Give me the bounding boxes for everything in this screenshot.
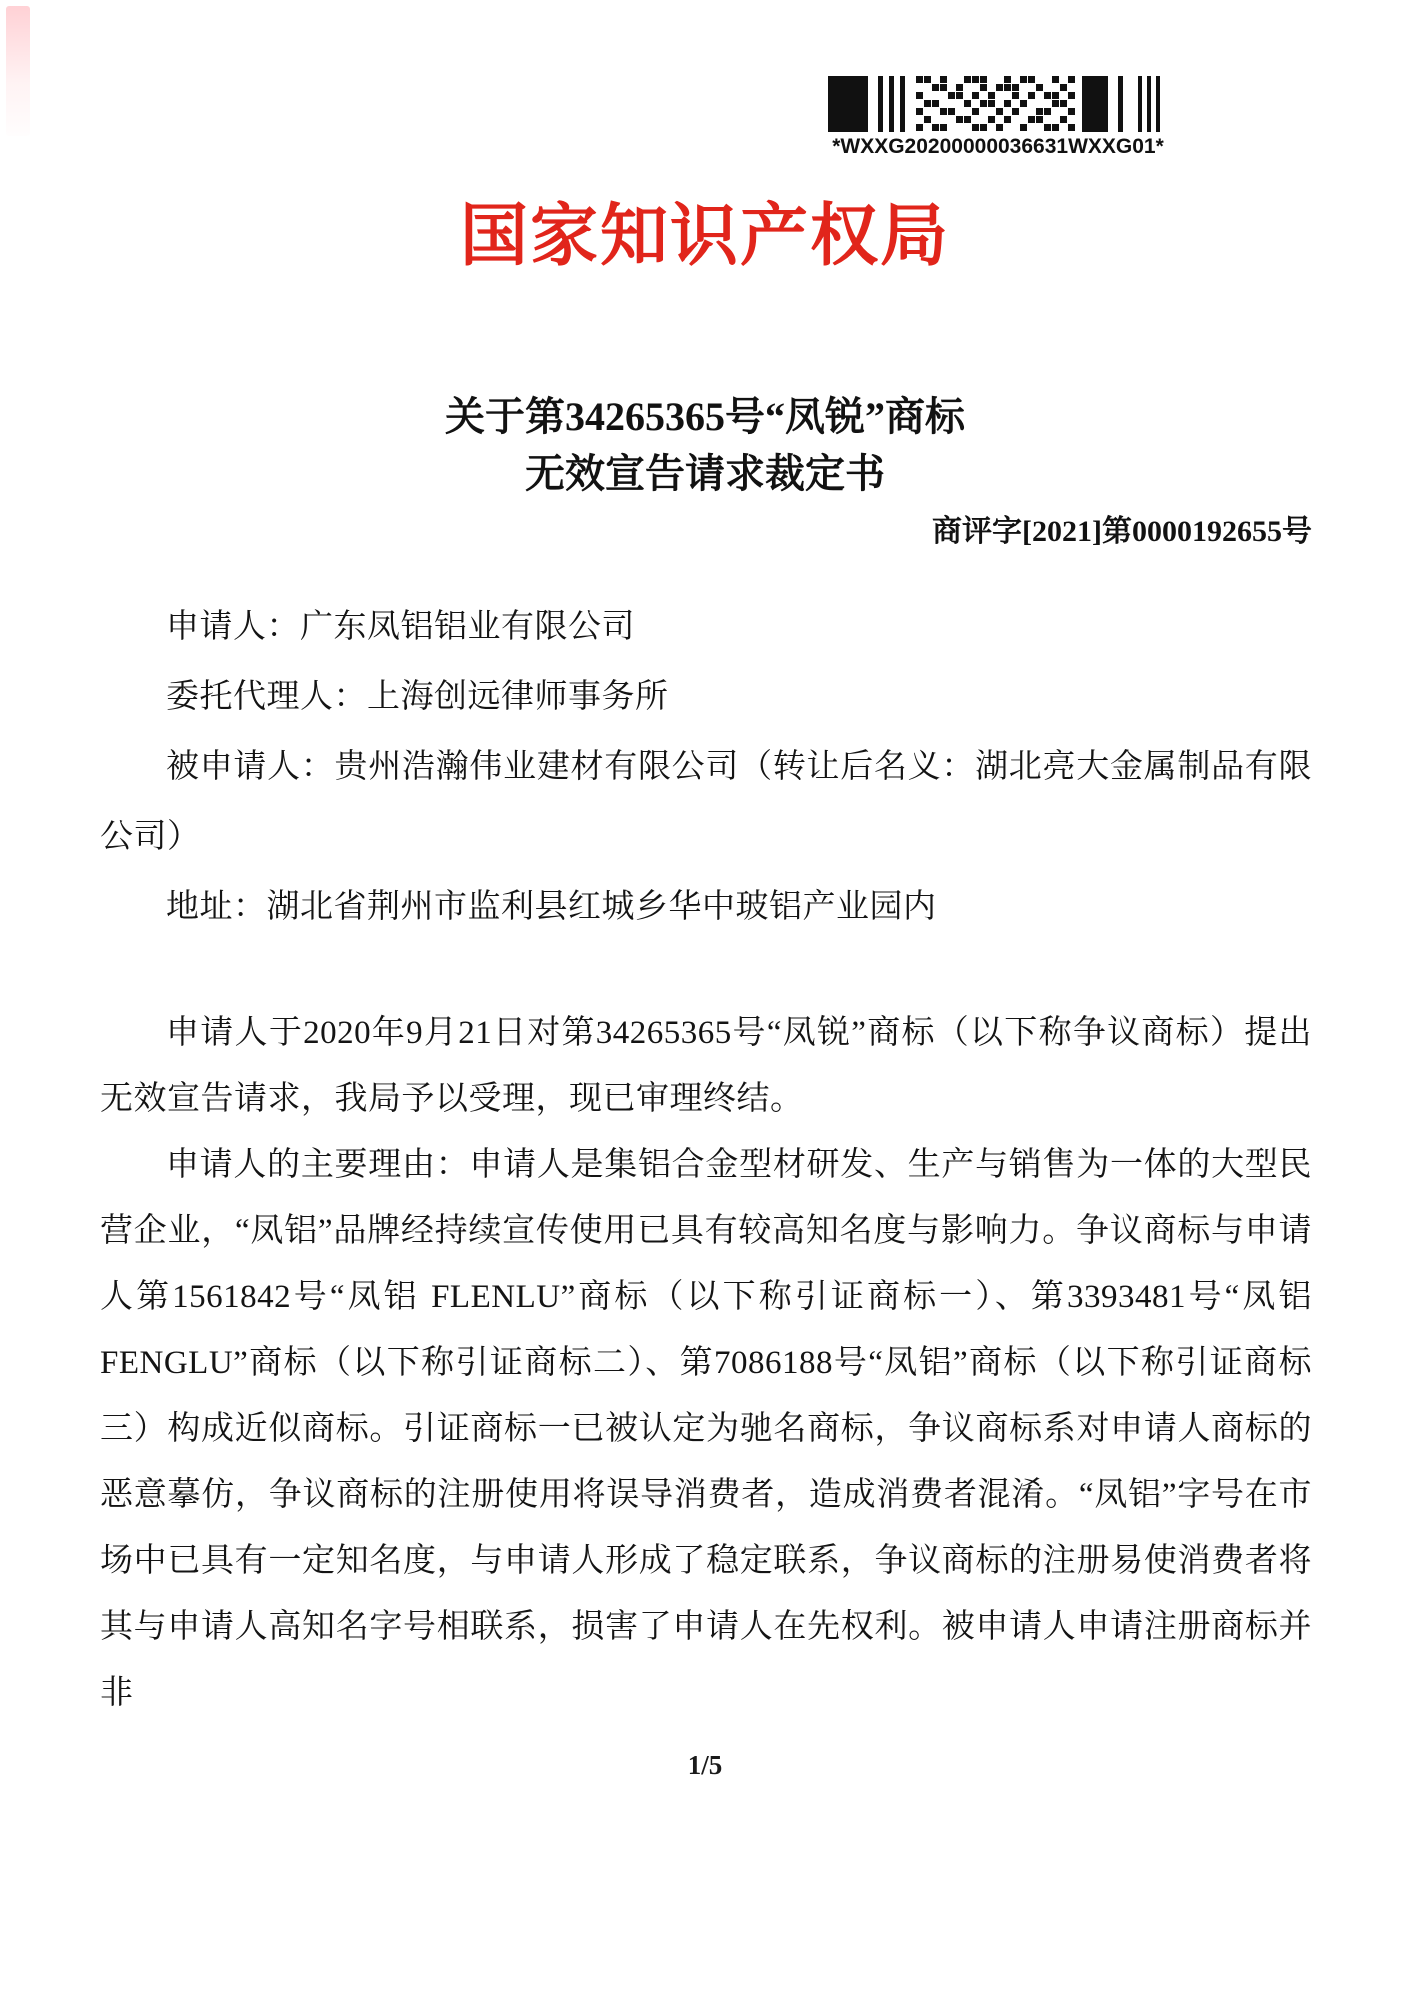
reference-number: 商评字[2021]第0000192655号: [932, 515, 1312, 548]
body-paragraph: 申请人于2020年9月21日对第34265365号“凤锐”商标（以下称争议商标）提出无效宣告请求，我局予以受理，现已审理终结。: [100, 1015, 1312, 1117]
party-line-agent: 委托代理人：上海创远律师事务所: [166, 679, 669, 715]
body-paragraphs: [100, 1000, 1312, 1726]
document-title-line1: 关于第34265365号“凤锐”商标: [445, 394, 965, 439]
agency-title: 国家知识产权局: [459, 198, 950, 274]
party-line-applicant: 申请人：广东凤铝铝业有限公司: [166, 609, 635, 645]
barcode-caption: *WXXG20200000036631WXXG01*: [832, 135, 1164, 158]
scan-artifact-mark: [6, 6, 30, 136]
section-spacer: [100, 942, 1312, 1000]
barcode: [828, 76, 1168, 159]
document-title: [0, 388, 1410, 502]
page-number: 1/5: [687, 1750, 723, 1780]
barcode-image: [828, 76, 1166, 132]
party-line-address: 地址：湖北省荆州市监利县红城乡华中玻铝产业园内: [166, 889, 937, 925]
party-line-respondent: 被申请人：贵州浩瀚伟业建材有限公司（转让后名义：湖北亮大金属制品有限公司）: [100, 749, 1312, 855]
document-body: [100, 592, 1312, 1726]
document-title-line2: 无效宣告请求裁定书: [525, 451, 885, 496]
parties-section: [100, 592, 1312, 942]
body-paragraph: 申请人的主要理由：申请人是集铝合金型材研发、生产与销售为一体的大型民营企业，“凤铝”品牌经持续宣传使用已具有较高知名度与影响力。争议商标与申请人第1561842号“凤铝 FLENLU”商标（以下称引证商标一）、第3393481号“凤铝 FENGLU”商标（以下称引证商标二）、第7086188号“凤铝”商标（以下称引证商标三）构成近似商标。引证商标一已被认定为驰名商标，争议商标系对申请人商标的恶意摹仿，争议商标的注册使用将误导消费者，造成消费者混淆。“凤铝”字号在市场中已具有一定知名度，与申请人形成了稳定联系，争议商标的注册易使消费者将其与申请人高知名字号相联系，损害了申请人在先权利。被申请人申请注册商标并非: [100, 1147, 1312, 1711]
